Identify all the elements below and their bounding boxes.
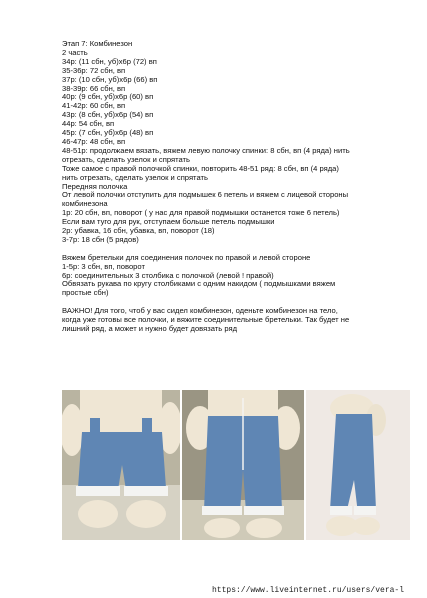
text-line: простые сбн) bbox=[62, 288, 109, 298]
pattern-text bbox=[62, 40, 412, 334]
text-line: От левой полочки отступить для подмышек 6 петель и вяжем с лицевой стороны bbox=[62, 190, 349, 200]
photo-strip bbox=[62, 390, 410, 540]
text-line: 2р: убавка, 16 сбн, убавка, вп, поворот (18) bbox=[62, 226, 215, 236]
text-line: 38-39р: 66 сбн, вп bbox=[62, 83, 126, 93]
text-line: комбинезона bbox=[62, 199, 108, 209]
text-line: 48-51р: продолжаем вязать, вяжем левую полочку спинки: 8 сбн, вп (4 ряда) нить bbox=[62, 145, 350, 155]
text-line: Тоже самое с правой полочкой спинки, повторить 48-51 ряд: 8 сбн, вп (4 ряда) bbox=[62, 163, 339, 173]
text-line: 43р: (8 сбн, уб)х6р (54) вп bbox=[62, 110, 154, 120]
text-line: 40р: (9 сбн, уб)х6р (60) вп bbox=[62, 92, 154, 102]
text-line: 37р: (10 сбн, уб)х6р (66) вп bbox=[62, 74, 158, 84]
text-line: Передняя полочка bbox=[62, 181, 128, 191]
text-line: отрезать, сделать узелок и спрятать bbox=[62, 154, 190, 164]
text-line: Если вам туго для рук, отступаем больше петель подмышки bbox=[62, 217, 275, 227]
text-line: Вяжем бретельки для соединения полочек по правой и левой стороне bbox=[62, 252, 311, 262]
text-line: 6р: соединительных 3 столбика с полочкой (левой ! правой) bbox=[62, 270, 274, 280]
photo-back-view bbox=[182, 390, 304, 540]
text-line: Этап 7: Комбинезон bbox=[62, 39, 133, 48]
text-line: 1р: 20 сбн, вп, поворот ( у нас для правой подмышки останется тоже 6 петель) bbox=[62, 208, 340, 218]
source-url: https://www.liveinternet.ru/users/vera-l bbox=[212, 586, 405, 595]
text-line: 41-42р: 60 сбн, вп bbox=[62, 101, 126, 111]
text-line: когда уже готовы все полочки, и вяжите соединительные бретельки. Так будет не bbox=[62, 315, 350, 325]
text-line: нить отрезать, сделать узелок и спрятать bbox=[62, 172, 208, 182]
text-line: 35-36р: 72 сбн, вп bbox=[62, 65, 126, 75]
photo-side-view bbox=[306, 390, 410, 540]
text-line: 3-7р: 18 сбн (5 рядов) bbox=[62, 234, 139, 244]
text-line: ВАЖНО! Для того, чтоб у вас сидел комбинезон, оденьте комбинезон на тело, bbox=[62, 306, 338, 316]
text-line: 46-47р: 48 сбн, вп bbox=[62, 136, 126, 146]
text-line: 34р: (11 сбн, уб)х6р (72) вп bbox=[62, 56, 157, 66]
text-line: 1-5р: 3 сбн, вп, поворот bbox=[62, 261, 145, 271]
text-line: 2 часть bbox=[62, 47, 88, 57]
photo-front-view bbox=[62, 390, 180, 540]
text-line: 45р: (7 сбн, уб)х6р (48) вп bbox=[62, 128, 154, 138]
text-line: Обвязать рукава по кругу столбиками с одним накидом ( подмышками вяжем bbox=[62, 279, 336, 289]
text-line: 44р: 54 сбн, вп bbox=[62, 119, 115, 129]
text-line: лишний ряд, а может и нужно будет довязать ряд bbox=[62, 323, 238, 333]
